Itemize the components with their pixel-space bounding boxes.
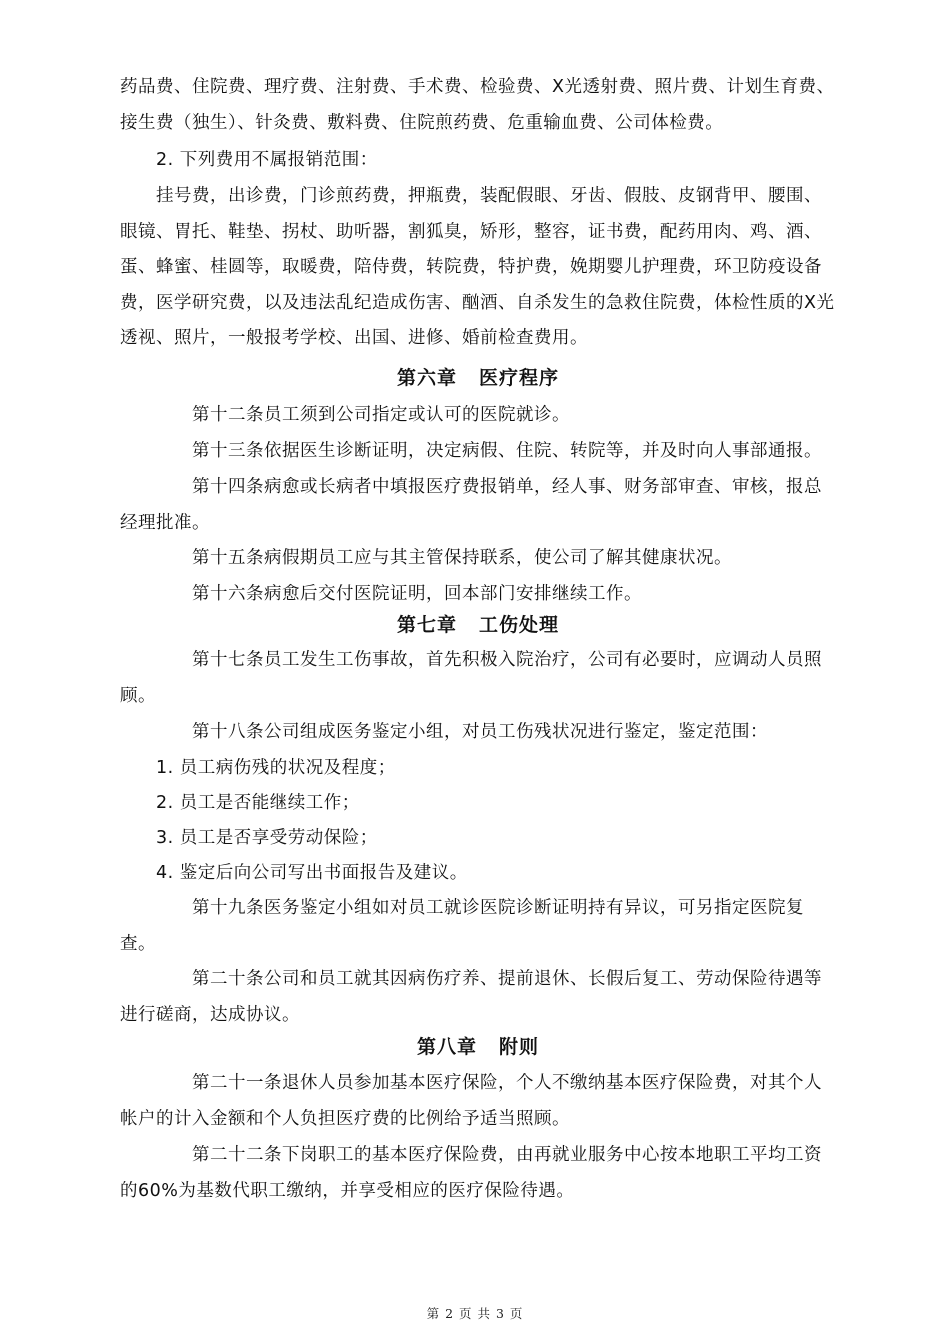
- article-22-text: 下岗职工的基本医疗保险费，由再就业服务中心按本地职工平均工资的60%为基数代职工缴纳，并享受相应的医疗保险待遇。: [120, 1145, 822, 1201]
- article-15: [120, 541, 836, 577]
- article-12-label: 第十二条: [192, 405, 264, 425]
- article-13-label: 第十三条: [192, 441, 264, 461]
- article-16-text: 病愈后交付医院证明，回本部门安排继续工作。: [264, 584, 642, 604]
- paragraph-covered-expenses: 药品费、住院费、理疗费、注射费、手术费、检验费、X光透射费、照片费、计划生育费、接生费（独生）、针灸费、敷料费、住院煎药费、危重输血费、公司体检费。: [120, 77, 835, 133]
- article-16: [120, 577, 836, 613]
- chapter-6-number: 第六章: [396, 367, 457, 389]
- chapter-6-heading: [120, 362, 836, 394]
- article-19: [120, 891, 836, 962]
- chapter-7-title: 工伤处理: [479, 614, 560, 636]
- article-13: [120, 434, 836, 470]
- chapter-7-number: 第七章: [396, 614, 457, 636]
- article-18-label: 第十八条: [192, 722, 264, 742]
- article-15-label: 第十五条: [192, 548, 264, 568]
- article-22: [120, 1138, 836, 1209]
- article-19-label: 第十九条: [192, 898, 264, 918]
- list-item: 4. 鉴定后向公司写出书面报告及建议。: [156, 863, 468, 883]
- article-22-label: 第二十二条: [192, 1145, 282, 1165]
- chapter-7-heading: [120, 609, 836, 641]
- page-footer: 第 2 页 共 3 页: [426, 1306, 524, 1321]
- article-12: [120, 398, 836, 434]
- chapter-6-title: 医疗程序: [479, 367, 560, 389]
- article-17: [120, 643, 836, 714]
- article-21-label: 第二十一条: [192, 1073, 282, 1093]
- article-15-text: 病假期员工应与其主管保持联系，使公司了解其健康状况。: [264, 548, 732, 568]
- list-item: 1. 员工病伤残的状况及程度；: [156, 758, 396, 778]
- article-21: [120, 1066, 836, 1137]
- paragraph-item-2: 2. 下列费用不属报销范围：: [156, 150, 378, 170]
- article-18-text: 公司组成医务鉴定小组，对员工伤残状况进行鉴定，鉴定范围：: [264, 722, 768, 742]
- paragraph-excluded-expenses: 挂号费，出诊费，门诊煎药费，押瓶费，装配假眼、牙齿、假肢、皮钢背甲、腰围、眼镜、胃托、鞋垫、拐杖、助听器，割狐臭，矫形，整容，证书费，配药用肉、鸡、酒、蛋、蜂蜜、桂圆等，取暖费，陪侍费，转院费，特护费，娩期婴儿护理费，环卫防疫设备费，医学研究费，以及违法乱纪造成伤害、酗酒、自杀发生的急救住院费，体检性质的X光透视、照片，一般报考学校、出国、进修、婚前检查费用。: [120, 186, 835, 348]
- article-17-text: 员工发生工伤事故，首先积极入院治疗，公司有必要时，应调动人员照顾。: [120, 650, 822, 706]
- article-14-label: 第十四条: [192, 477, 264, 497]
- list-item: 2. 员工是否能继续工作；: [156, 793, 360, 813]
- chapter-8-heading: [120, 1031, 836, 1063]
- list-item: 3. 员工是否享受劳动保险；: [156, 828, 378, 848]
- article-19-text: 医务鉴定小组如对员工就诊医院诊断证明持有异议，可另指定医院复查。: [120, 898, 804, 954]
- chapter-8-title: 附则: [499, 1036, 540, 1058]
- article-13-text: 依据医生诊断证明，决定病假、住院、转院等，并及时向人事部通报。: [264, 441, 822, 461]
- article-18: [120, 715, 836, 751]
- article-20-text: 公司和员工就其因病伤疗养、提前退休、长假后复工、劳动保险待遇等进行磋商，达成协议。: [120, 969, 822, 1025]
- chapter-8-number: 第八章: [416, 1036, 477, 1058]
- article-14-text: 病愈或长病者中填报医疗费报销单，经人事、财务部审查、审核，报总经理批准。: [120, 477, 822, 533]
- article-14: [120, 470, 836, 541]
- article-21-text: 退休人员参加基本医疗保险，个人不缴纳基本医疗保险费，对其个人帐户的计入金额和个人负担医疗费的比例给予适当照顾。: [120, 1073, 822, 1129]
- article-12-text: 员工须到公司指定或认可的医院就诊。: [264, 405, 570, 425]
- article-20: [120, 962, 836, 1033]
- article-16-label: 第十六条: [192, 584, 264, 604]
- article-17-label: 第十七条: [192, 650, 264, 670]
- article-20-label: 第二十条: [192, 969, 264, 989]
